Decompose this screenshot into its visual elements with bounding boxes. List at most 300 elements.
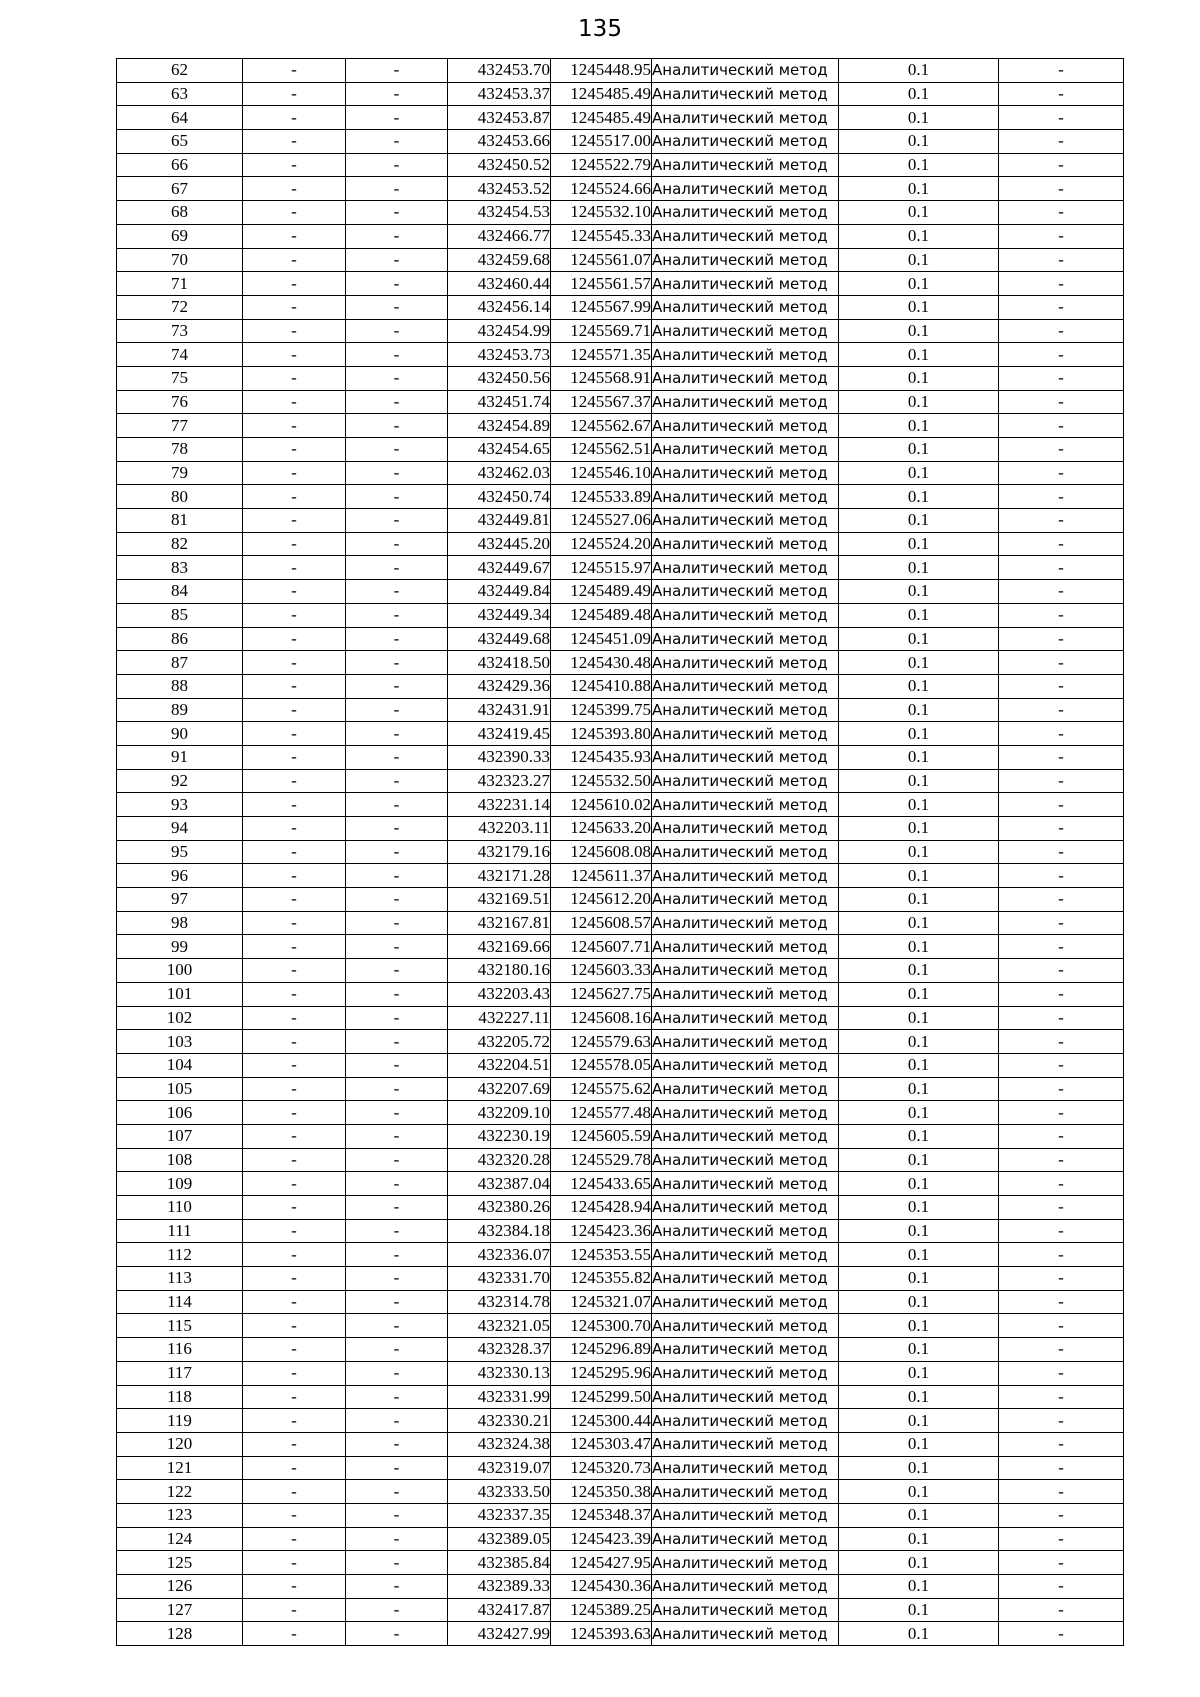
empty-value-cell: -: [243, 698, 346, 722]
method-cell: Аналитический метод: [652, 295, 839, 319]
point-number-cell: 73: [117, 319, 243, 343]
point-number-cell: 71: [117, 272, 243, 296]
table-row: [117, 1077, 1124, 1101]
y-coordinate-cell: 1245533.89: [551, 485, 652, 509]
empty-value-cell: -: [346, 1432, 448, 1456]
empty-value-cell: -: [346, 1338, 448, 1362]
accuracy-cell: 0.1: [839, 1480, 999, 1504]
empty-value-cell: -: [243, 603, 346, 627]
empty-value-cell: -: [346, 461, 448, 485]
table-row: [117, 438, 1124, 462]
empty-value-cell: -: [243, 1622, 346, 1646]
method-cell: Аналитический метод: [652, 390, 839, 414]
accuracy-cell: 0.1: [839, 1172, 999, 1196]
point-number-cell: 122: [117, 1480, 243, 1504]
point-number-cell: 105: [117, 1077, 243, 1101]
empty-value-cell: -: [243, 627, 346, 651]
empty-value-cell: -: [346, 651, 448, 675]
accuracy-cell: 0.1: [839, 1101, 999, 1125]
table-row: [117, 82, 1124, 106]
empty-value-cell: -: [243, 1575, 346, 1599]
empty-value-cell: -: [243, 485, 346, 509]
empty-value-cell: -: [346, 59, 448, 83]
point-number-cell: 95: [117, 840, 243, 864]
table-row: [117, 1219, 1124, 1243]
y-coordinate-cell: 1245532.50: [551, 769, 652, 793]
point-number-cell: 108: [117, 1148, 243, 1172]
empty-value-cell: -: [999, 82, 1124, 106]
method-cell: Аналитический метод: [652, 224, 839, 248]
y-coordinate-cell: 1245399.75: [551, 698, 652, 722]
point-number-cell: 92: [117, 769, 243, 793]
empty-value-cell: -: [243, 840, 346, 864]
empty-value-cell: -: [999, 1622, 1124, 1646]
table-row: [117, 1432, 1124, 1456]
point-number-cell: 63: [117, 82, 243, 106]
empty-value-cell: -: [346, 698, 448, 722]
point-number-cell: 96: [117, 864, 243, 888]
point-number-cell: 64: [117, 106, 243, 130]
empty-value-cell: -: [999, 888, 1124, 912]
y-coordinate-cell: 1245348.37: [551, 1503, 652, 1527]
table-row: [117, 106, 1124, 130]
accuracy-cell: 0.1: [839, 1148, 999, 1172]
table-row: [117, 1172, 1124, 1196]
empty-value-cell: -: [243, 59, 346, 83]
empty-value-cell: -: [243, 1101, 346, 1125]
accuracy-cell: 0.1: [839, 177, 999, 201]
empty-value-cell: -: [999, 674, 1124, 698]
method-cell: Аналитический метод: [652, 1409, 839, 1433]
y-coordinate-cell: 1245389.25: [551, 1598, 652, 1622]
point-number-cell: 78: [117, 438, 243, 462]
point-number-cell: 81: [117, 509, 243, 533]
y-coordinate-cell: 1245350.38: [551, 1480, 652, 1504]
y-coordinate-cell: 1245603.33: [551, 959, 652, 983]
empty-value-cell: -: [999, 1456, 1124, 1480]
point-number-cell: 66: [117, 153, 243, 177]
empty-value-cell: -: [243, 343, 346, 367]
method-cell: Аналитический метод: [652, 153, 839, 177]
empty-value-cell: -: [999, 1006, 1124, 1030]
empty-value-cell: -: [999, 580, 1124, 604]
empty-value-cell: -: [999, 319, 1124, 343]
empty-value-cell: -: [243, 295, 346, 319]
empty-value-cell: -: [346, 1480, 448, 1504]
empty-value-cell: -: [243, 1361, 346, 1385]
empty-value-cell: -: [346, 580, 448, 604]
empty-value-cell: -: [999, 438, 1124, 462]
empty-value-cell: -: [999, 1480, 1124, 1504]
empty-value-cell: -: [999, 1527, 1124, 1551]
x-coordinate-cell: 432207.69: [448, 1077, 551, 1101]
empty-value-cell: -: [243, 319, 346, 343]
point-number-cell: 65: [117, 130, 243, 154]
accuracy-cell: 0.1: [839, 864, 999, 888]
empty-value-cell: -: [243, 1432, 346, 1456]
empty-value-cell: -: [243, 1314, 346, 1338]
empty-value-cell: -: [999, 532, 1124, 556]
table-row: [117, 603, 1124, 627]
x-coordinate-cell: 432230.19: [448, 1124, 551, 1148]
accuracy-cell: 0.1: [839, 840, 999, 864]
empty-value-cell: -: [999, 982, 1124, 1006]
accuracy-cell: 0.1: [839, 722, 999, 746]
method-cell: Аналитический метод: [652, 1101, 839, 1125]
y-coordinate-cell: 1245295.96: [551, 1361, 652, 1385]
y-coordinate-cell: 1245300.70: [551, 1314, 652, 1338]
table-row: [117, 366, 1124, 390]
table-row: [117, 769, 1124, 793]
empty-value-cell: -: [999, 1053, 1124, 1077]
empty-value-cell: -: [999, 59, 1124, 83]
method-cell: Аналитический метод: [652, 177, 839, 201]
point-number-cell: 88: [117, 674, 243, 698]
accuracy-cell: 0.1: [839, 769, 999, 793]
x-coordinate-cell: 432203.43: [448, 982, 551, 1006]
empty-value-cell: -: [346, 1172, 448, 1196]
y-coordinate-cell: 1245303.47: [551, 1432, 652, 1456]
empty-value-cell: -: [346, 532, 448, 556]
accuracy-cell: 0.1: [839, 935, 999, 959]
table-row: [117, 1148, 1124, 1172]
x-coordinate-cell: 432389.05: [448, 1527, 551, 1551]
y-coordinate-cell: 1245296.89: [551, 1338, 652, 1362]
empty-value-cell: -: [346, 153, 448, 177]
point-number-cell: 76: [117, 390, 243, 414]
y-coordinate-cell: 1245428.94: [551, 1196, 652, 1220]
empty-value-cell: -: [243, 1409, 346, 1433]
y-coordinate-cell: 1245353.55: [551, 1243, 652, 1267]
method-cell: Аналитический метод: [652, 343, 839, 367]
table-row: [117, 556, 1124, 580]
empty-value-cell: -: [346, 1551, 448, 1575]
x-coordinate-cell: 432453.37: [448, 82, 551, 106]
table-row: [117, 840, 1124, 864]
method-cell: Аналитический метод: [652, 1077, 839, 1101]
empty-value-cell: -: [999, 959, 1124, 983]
y-coordinate-cell: 1245451.09: [551, 627, 652, 651]
empty-value-cell: -: [346, 745, 448, 769]
y-coordinate-cell: 1245546.10: [551, 461, 652, 485]
empty-value-cell: -: [346, 343, 448, 367]
y-coordinate-cell: 1245608.57: [551, 911, 652, 935]
empty-value-cell: -: [346, 1124, 448, 1148]
method-cell: Аналитический метод: [652, 1148, 839, 1172]
accuracy-cell: 0.1: [839, 1314, 999, 1338]
accuracy-cell: 0.1: [839, 911, 999, 935]
x-coordinate-cell: 432336.07: [448, 1243, 551, 1267]
accuracy-cell: 0.1: [839, 580, 999, 604]
x-coordinate-cell: 432330.13: [448, 1361, 551, 1385]
empty-value-cell: -: [999, 272, 1124, 296]
table-row: [117, 959, 1124, 983]
empty-value-cell: -: [346, 485, 448, 509]
empty-value-cell: -: [243, 1598, 346, 1622]
method-cell: Аналитический метод: [652, 1575, 839, 1599]
accuracy-cell: 0.1: [839, 1622, 999, 1646]
table-row: [117, 201, 1124, 225]
accuracy-cell: 0.1: [839, 698, 999, 722]
y-coordinate-cell: 1245569.71: [551, 319, 652, 343]
y-coordinate-cell: 1245448.95: [551, 59, 652, 83]
method-cell: Аналитический метод: [652, 1314, 839, 1338]
x-coordinate-cell: 432449.68: [448, 627, 551, 651]
accuracy-cell: 0.1: [839, 1196, 999, 1220]
empty-value-cell: -: [999, 722, 1124, 746]
empty-value-cell: -: [346, 793, 448, 817]
empty-value-cell: -: [346, 1053, 448, 1077]
method-cell: Аналитический метод: [652, 509, 839, 533]
method-cell: Аналитический метод: [652, 414, 839, 438]
empty-value-cell: -: [999, 1030, 1124, 1054]
table-row: [117, 1338, 1124, 1362]
accuracy-cell: 0.1: [839, 1267, 999, 1291]
method-cell: Аналитический метод: [652, 485, 839, 509]
table-row: [117, 674, 1124, 698]
method-cell: Аналитический метод: [652, 580, 839, 604]
accuracy-cell: 0.1: [839, 817, 999, 841]
empty-value-cell: -: [346, 1243, 448, 1267]
accuracy-cell: 0.1: [839, 414, 999, 438]
method-cell: Аналитический метод: [652, 1361, 839, 1385]
y-coordinate-cell: 1245627.75: [551, 982, 652, 1006]
accuracy-cell: 0.1: [839, 1243, 999, 1267]
table-row: [117, 177, 1124, 201]
point-number-cell: 115: [117, 1314, 243, 1338]
point-number-cell: 102: [117, 1006, 243, 1030]
empty-value-cell: -: [243, 177, 346, 201]
empty-value-cell: -: [243, 1290, 346, 1314]
x-coordinate-cell: 432427.99: [448, 1622, 551, 1646]
accuracy-cell: 0.1: [839, 1575, 999, 1599]
empty-value-cell: -: [346, 935, 448, 959]
empty-value-cell: -: [346, 366, 448, 390]
empty-value-cell: -: [346, 1219, 448, 1243]
method-cell: Аналитический метод: [652, 106, 839, 130]
empty-value-cell: -: [346, 1267, 448, 1291]
point-number-cell: 67: [117, 177, 243, 201]
y-coordinate-cell: 1245610.02: [551, 793, 652, 817]
accuracy-cell: 0.1: [839, 1338, 999, 1362]
x-coordinate-cell: 432453.87: [448, 106, 551, 130]
y-coordinate-cell: 1245578.05: [551, 1053, 652, 1077]
table-row: [117, 1598, 1124, 1622]
table-row: [117, 1101, 1124, 1125]
method-cell: Аналитический метод: [652, 532, 839, 556]
point-number-cell: 93: [117, 793, 243, 817]
y-coordinate-cell: 1245524.20: [551, 532, 652, 556]
table-row: [117, 1267, 1124, 1291]
empty-value-cell: -: [346, 674, 448, 698]
table-row: [117, 1314, 1124, 1338]
point-number-cell: 80: [117, 485, 243, 509]
accuracy-cell: 0.1: [839, 485, 999, 509]
y-coordinate-cell: 1245485.49: [551, 106, 652, 130]
empty-value-cell: -: [243, 414, 346, 438]
y-coordinate-cell: 1245607.71: [551, 935, 652, 959]
accuracy-cell: 0.1: [839, 153, 999, 177]
x-coordinate-cell: 432451.74: [448, 390, 551, 414]
empty-value-cell: -: [346, 1456, 448, 1480]
method-cell: Аналитический метод: [652, 651, 839, 675]
point-number-cell: 82: [117, 532, 243, 556]
accuracy-cell: 0.1: [839, 272, 999, 296]
y-coordinate-cell: 1245575.62: [551, 1077, 652, 1101]
table-row: [117, 272, 1124, 296]
point-number-cell: 127: [117, 1598, 243, 1622]
method-cell: Аналитический метод: [652, 769, 839, 793]
method-cell: Аналитический метод: [652, 461, 839, 485]
table-row: [117, 1385, 1124, 1409]
point-number-cell: 112: [117, 1243, 243, 1267]
point-number-cell: 89: [117, 698, 243, 722]
empty-value-cell: -: [346, 1598, 448, 1622]
empty-value-cell: -: [999, 153, 1124, 177]
point-number-cell: 124: [117, 1527, 243, 1551]
point-number-cell: 118: [117, 1385, 243, 1409]
empty-value-cell: -: [243, 366, 346, 390]
y-coordinate-cell: 1245608.16: [551, 1006, 652, 1030]
empty-value-cell: -: [999, 1575, 1124, 1599]
empty-value-cell: -: [999, 1077, 1124, 1101]
accuracy-cell: 0.1: [839, 1527, 999, 1551]
x-coordinate-cell: 432328.37: [448, 1338, 551, 1362]
x-coordinate-cell: 432231.14: [448, 793, 551, 817]
point-number-cell: 128: [117, 1622, 243, 1646]
method-cell: Аналитический метод: [652, 1030, 839, 1054]
table-row: [117, 745, 1124, 769]
point-number-cell: 114: [117, 1290, 243, 1314]
table-row: [117, 1480, 1124, 1504]
table-row: [117, 59, 1124, 83]
empty-value-cell: -: [999, 130, 1124, 154]
table-row: [117, 627, 1124, 651]
empty-value-cell: -: [243, 1053, 346, 1077]
empty-value-cell: -: [346, 959, 448, 983]
table-row: [117, 935, 1124, 959]
method-cell: Аналитический метод: [652, 1622, 839, 1646]
empty-value-cell: -: [999, 935, 1124, 959]
empty-value-cell: -: [999, 1314, 1124, 1338]
table-row: [117, 982, 1124, 1006]
method-cell: Аналитический метод: [652, 1219, 839, 1243]
table-row: [117, 509, 1124, 533]
method-cell: Аналитический метод: [652, 745, 839, 769]
y-coordinate-cell: 1245433.65: [551, 1172, 652, 1196]
method-cell: Аналитический метод: [652, 982, 839, 1006]
empty-value-cell: -: [346, 1503, 448, 1527]
x-coordinate-cell: 432417.87: [448, 1598, 551, 1622]
empty-value-cell: -: [999, 556, 1124, 580]
empty-value-cell: -: [346, 390, 448, 414]
accuracy-cell: 0.1: [839, 201, 999, 225]
accuracy-cell: 0.1: [839, 366, 999, 390]
empty-value-cell: -: [999, 651, 1124, 675]
empty-value-cell: -: [999, 366, 1124, 390]
accuracy-cell: 0.1: [839, 1124, 999, 1148]
x-coordinate-cell: 432460.44: [448, 272, 551, 296]
y-coordinate-cell: 1245612.20: [551, 888, 652, 912]
accuracy-cell: 0.1: [839, 627, 999, 651]
method-cell: Аналитический метод: [652, 864, 839, 888]
point-number-cell: 70: [117, 248, 243, 272]
empty-value-cell: -: [999, 698, 1124, 722]
table-row: [117, 817, 1124, 841]
empty-value-cell: -: [243, 1243, 346, 1267]
empty-value-cell: -: [243, 935, 346, 959]
point-number-cell: 104: [117, 1053, 243, 1077]
empty-value-cell: -: [999, 1101, 1124, 1125]
empty-value-cell: -: [346, 1101, 448, 1125]
point-number-cell: 103: [117, 1030, 243, 1054]
table-row: [117, 1006, 1124, 1030]
accuracy-cell: 0.1: [839, 461, 999, 485]
accuracy-cell: 0.1: [839, 319, 999, 343]
method-cell: Аналитический метод: [652, 1338, 839, 1362]
y-coordinate-cell: 1245299.50: [551, 1385, 652, 1409]
method-cell: Аналитический метод: [652, 1385, 839, 1409]
empty-value-cell: -: [346, 295, 448, 319]
y-coordinate-cell: 1245633.20: [551, 817, 652, 841]
point-number-cell: 113: [117, 1267, 243, 1291]
empty-value-cell: -: [243, 556, 346, 580]
empty-value-cell: -: [243, 1124, 346, 1148]
empty-value-cell: -: [999, 1385, 1124, 1409]
table-row: [117, 722, 1124, 746]
y-coordinate-cell: 1245608.08: [551, 840, 652, 864]
empty-value-cell: -: [243, 509, 346, 533]
y-coordinate-cell: 1245522.79: [551, 153, 652, 177]
accuracy-cell: 0.1: [839, 390, 999, 414]
empty-value-cell: -: [999, 745, 1124, 769]
table-row: [117, 1243, 1124, 1267]
x-coordinate-cell: 432167.81: [448, 911, 551, 935]
accuracy-cell: 0.1: [839, 1551, 999, 1575]
x-coordinate-cell: 432453.70: [448, 59, 551, 83]
y-coordinate-cell: 1245545.33: [551, 224, 652, 248]
method-cell: Аналитический метод: [652, 366, 839, 390]
empty-value-cell: -: [999, 1361, 1124, 1385]
empty-value-cell: -: [243, 769, 346, 793]
table-row: [117, 153, 1124, 177]
accuracy-cell: 0.1: [839, 248, 999, 272]
empty-value-cell: -: [999, 911, 1124, 935]
empty-value-cell: -: [243, 1006, 346, 1030]
method-cell: Аналитический метод: [652, 130, 839, 154]
empty-value-cell: -: [243, 106, 346, 130]
empty-value-cell: -: [243, 224, 346, 248]
empty-value-cell: -: [243, 674, 346, 698]
method-cell: Аналитический метод: [652, 603, 839, 627]
x-coordinate-cell: 432459.68: [448, 248, 551, 272]
point-number-cell: 75: [117, 366, 243, 390]
accuracy-cell: 0.1: [839, 532, 999, 556]
y-coordinate-cell: 1245515.97: [551, 556, 652, 580]
x-coordinate-cell: 432385.84: [448, 1551, 551, 1575]
y-coordinate-cell: 1245561.57: [551, 272, 652, 296]
point-number-cell: 120: [117, 1432, 243, 1456]
point-number-cell: 126: [117, 1575, 243, 1599]
empty-value-cell: -: [243, 1172, 346, 1196]
empty-value-cell: -: [999, 224, 1124, 248]
table-row: [117, 888, 1124, 912]
empty-value-cell: -: [999, 793, 1124, 817]
method-cell: Аналитический метод: [652, 935, 839, 959]
point-number-cell: 117: [117, 1361, 243, 1385]
point-number-cell: 83: [117, 556, 243, 580]
empty-value-cell: -: [346, 1527, 448, 1551]
